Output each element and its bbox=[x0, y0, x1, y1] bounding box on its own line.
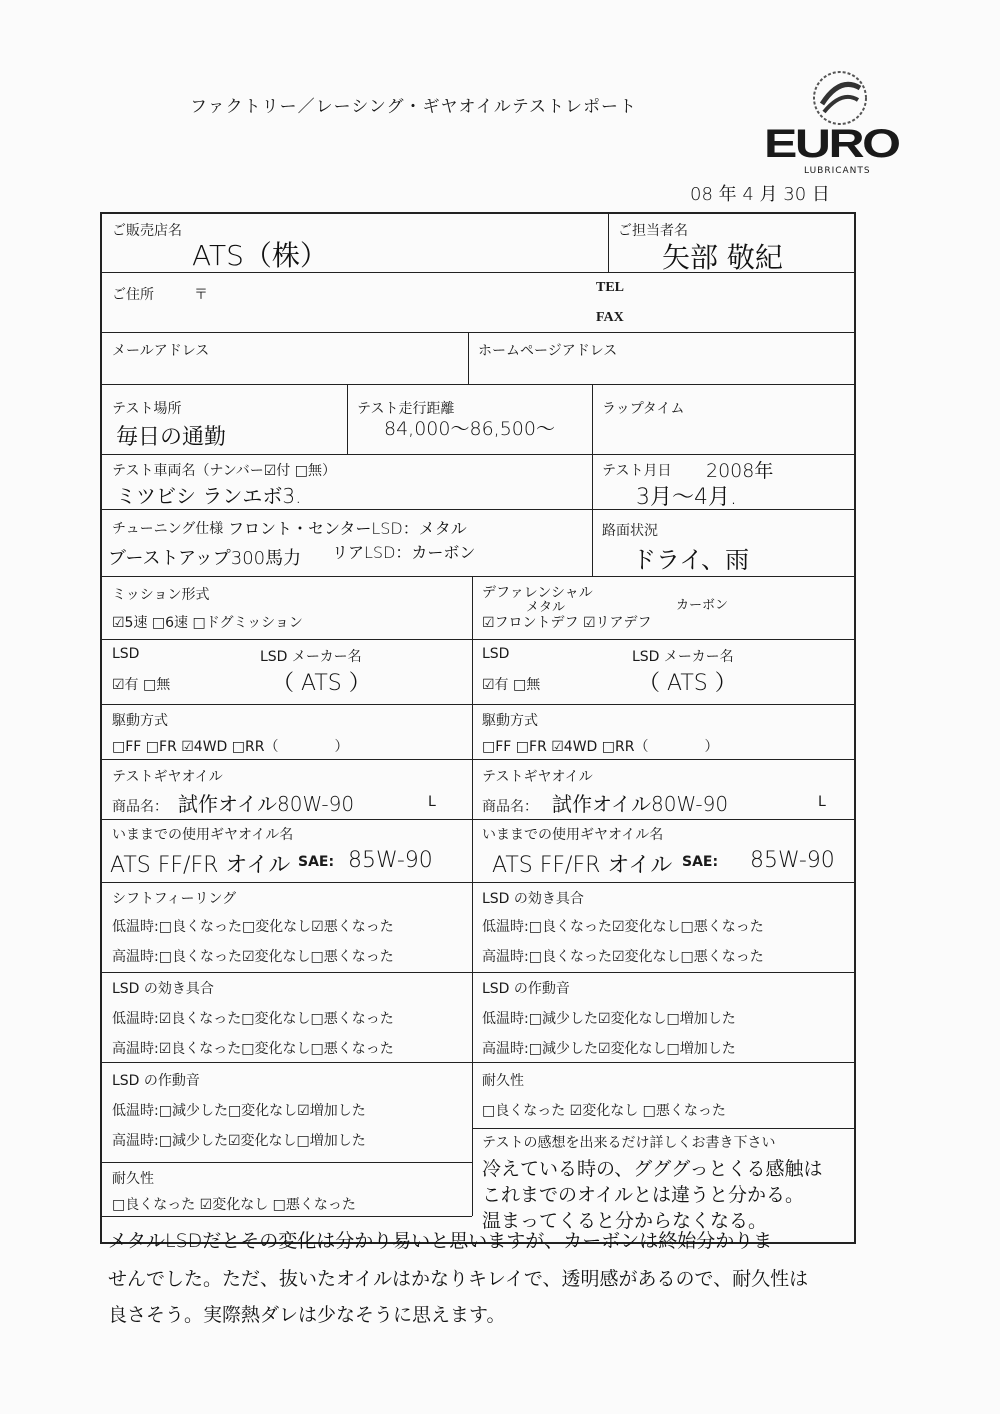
period-value: 3月〜4月. bbox=[636, 485, 737, 510]
distance-label: テスト走行距離 bbox=[357, 401, 455, 417]
email-label: メールアドレス bbox=[112, 343, 210, 359]
left-lsdeff-label: LSD の効き具合 bbox=[112, 981, 214, 997]
right-noise-low[interactable]: 低温時:□減少した☑変化なし□増加した bbox=[482, 1011, 736, 1027]
right-noise-high[interactable]: 高温時:□減少した☑変化なし□増加した bbox=[482, 1041, 736, 1057]
impressions-line4: メタルLSDだとその変化は分かり易いと思いますが、カーボンは終始分かりま bbox=[108, 1230, 773, 1252]
right-noise-label: LSD の作動音 bbox=[482, 981, 570, 997]
euro-lubricants-logo bbox=[760, 70, 920, 176]
shop-label: ご販売店名 bbox=[112, 223, 182, 239]
right-drive-options[interactable]: □FF □FR ☑4WD □RR（ ） bbox=[482, 739, 719, 755]
right-lsdeff-label: LSD の効き具合 bbox=[482, 891, 584, 907]
impressions-label: テストの感想を出来るだけ詳しくお書き下さい bbox=[482, 1135, 776, 1151]
tel-label: TEL bbox=[596, 280, 625, 295]
report-title: ファクトリー／レーシング・ギヤオイルテストレポート bbox=[190, 97, 638, 117]
right-lsdeff-high[interactable]: 高温時:□良くなった☑変化なし□悪くなった bbox=[482, 949, 764, 965]
right-dur-label: 耐久性 bbox=[482, 1073, 524, 1089]
left-drive-label: 駆動方式 bbox=[112, 713, 168, 729]
right-unit: L bbox=[818, 794, 826, 810]
tuning-line2: ブーストアップ300馬力 bbox=[108, 548, 302, 569]
left-sae-value: 85W-90 bbox=[348, 848, 433, 873]
impressions-line2: これまでのオイルとは違うと分かる。 bbox=[482, 1184, 805, 1206]
shift-label: シフトフィーリング bbox=[112, 891, 237, 907]
mission-options[interactable]: ☑5速 □6速 □ドグミッション bbox=[112, 615, 303, 631]
left-product-label: 商品名： bbox=[112, 799, 168, 815]
report-date: 08 年 4 月 30 日 bbox=[690, 184, 830, 205]
right-product-value: 試作オイル80W-90 bbox=[552, 792, 729, 816]
left-lsdeff-high[interactable]: 高温時:☑良くなった□変化なし□悪くなった bbox=[112, 1041, 394, 1057]
right-product-label: 商品名： bbox=[482, 799, 538, 815]
left-lsd-options[interactable]: ☑有 □無 bbox=[112, 677, 171, 693]
diff-label: デファレンシャル bbox=[482, 585, 593, 601]
right-lsd-label: LSD bbox=[482, 646, 510, 662]
left-maker-label: LSD メーカー名 bbox=[260, 649, 362, 665]
tuning-line1: フロント・センターLSD：メタル bbox=[228, 519, 467, 538]
left-unit: L bbox=[428, 794, 436, 810]
place-label: テスト場所 bbox=[112, 401, 182, 417]
period-label: テスト月日 bbox=[602, 463, 672, 479]
right-dur-options[interactable]: □良くなった ☑変化なし □悪くなった bbox=[482, 1103, 726, 1119]
left-dur-options[interactable]: □良くなった ☑変化なし □悪くなった bbox=[112, 1197, 356, 1213]
right-maker-value: （ ATS ） bbox=[638, 671, 737, 696]
diff-note-carbon: カーボン bbox=[676, 598, 729, 613]
diff-options[interactable]: ☑フロントデフ ☑リアデフ bbox=[482, 615, 652, 631]
mission-label: ミッション形式 bbox=[112, 587, 210, 603]
left-noise-label: LSD の作動音 bbox=[112, 1073, 200, 1089]
tuning-line3: リアLSD：カーボン bbox=[332, 543, 476, 562]
distance-value: 84,000〜86,500〜 bbox=[384, 418, 555, 440]
diff-note-metal: メタル bbox=[526, 600, 566, 615]
left-noise-low[interactable]: 低温時:□減少した□変化なし☑増加した bbox=[112, 1103, 366, 1119]
tuning-label: チューニング仕様 bbox=[112, 521, 224, 537]
report-form bbox=[100, 212, 856, 1244]
homepage-label: ホームページアドレス bbox=[478, 343, 618, 359]
right-maker-label: LSD メーカー名 bbox=[632, 649, 734, 665]
left-lsdeff-low[interactable]: 低温時:☑良くなった□変化なし□悪くなった bbox=[112, 1011, 394, 1027]
left-sae-label: SAE: bbox=[298, 854, 335, 870]
left-noise-high[interactable]: 高温時:□減少した☑変化なし□増加した bbox=[112, 1133, 366, 1149]
left-dur-label: 耐久性 bbox=[112, 1171, 154, 1187]
right-drive-label: 駆動方式 bbox=[482, 713, 538, 729]
impressions-line3: 温まってくると分からなくなる。 bbox=[482, 1210, 768, 1232]
road-label: 路面状況 bbox=[602, 523, 658, 539]
impressions-line6: 良さそう。実際熱ダレは少なそうに思えます。 bbox=[108, 1304, 506, 1326]
fax-label: FAX bbox=[596, 310, 624, 325]
left-drive-options[interactable]: □FF □FR ☑4WD □RR（ ） bbox=[112, 739, 349, 755]
period-year: 2008年 bbox=[706, 460, 774, 482]
place-value: 毎日の通勤 bbox=[116, 425, 227, 450]
right-prev-label: いままでの使用ギヤオイル名 bbox=[482, 827, 664, 843]
staff-value: 矢部 敬紀 bbox=[662, 241, 783, 274]
right-prev-value: ATS FF/FR オイル bbox=[492, 853, 673, 878]
logo-subtitle: LUBRICANTS bbox=[804, 166, 871, 176]
left-oil-label: テストギヤオイル bbox=[112, 769, 223, 785]
address-label: ご住所 bbox=[112, 287, 154, 303]
left-prev-value: ATS FF/FR オイル bbox=[110, 853, 291, 878]
shop-value: ATS（株） bbox=[192, 239, 328, 272]
shift-low[interactable]: 低温時:□良くなった□変化なし☑悪くなった bbox=[112, 919, 394, 935]
staff-label: ご担当者名 bbox=[618, 223, 688, 239]
left-maker-value: （ ATS ） bbox=[272, 671, 371, 696]
logo-brand: EURO bbox=[764, 122, 899, 166]
vehicle-value: ミツビシ ランエボ3. bbox=[116, 484, 302, 508]
right-lsdeff-low[interactable]: 低温時:□良くなった☑変化なし□悪くなった bbox=[482, 919, 764, 935]
left-product-value: 試作オイル80W-90 bbox=[178, 792, 355, 816]
shift-high[interactable]: 高温時:□良くなった☑変化なし□悪くなった bbox=[112, 949, 394, 965]
left-lsd-label: LSD bbox=[112, 646, 140, 662]
left-prev-label: いままでの使用ギヤオイル名 bbox=[112, 827, 294, 843]
road-value: ドライ、雨 bbox=[632, 546, 750, 574]
laptime-label: ラップタイム bbox=[602, 401, 685, 417]
impressions-line5: せんでした。ただ、抜いたオイルはかなりキレイで、透明感があるので、耐久性は bbox=[108, 1268, 809, 1290]
right-sae-value: 85W-90 bbox=[750, 848, 835, 873]
globe-logo-icon bbox=[812, 70, 868, 126]
impressions-line1: 冷えている時の、グググっとくる感触は bbox=[482, 1158, 823, 1180]
right-oil-label: テストギヤオイル bbox=[482, 769, 593, 785]
right-lsd-options[interactable]: ☑有 □無 bbox=[482, 677, 541, 693]
postal-mark: 〒 bbox=[194, 287, 208, 303]
vehicle-label: テスト車両名（ナンバー☑付 □無） bbox=[112, 463, 336, 479]
right-sae-label: SAE: bbox=[682, 854, 719, 870]
